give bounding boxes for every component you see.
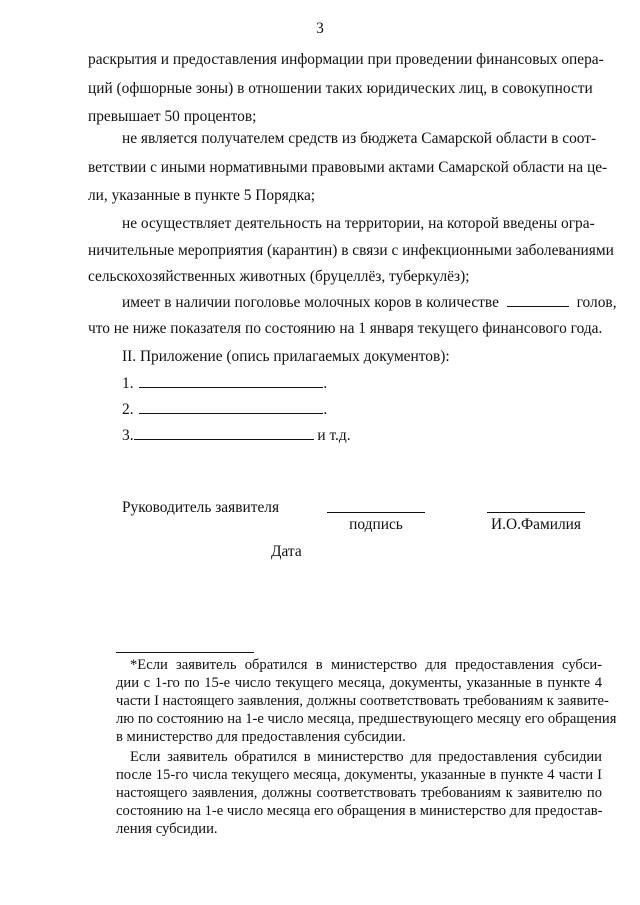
appendix-item-number: 2. — [122, 401, 134, 418]
body-line: сельскохозяйственных животных (бруцеллёз, туберкулёз); — [88, 268, 470, 285]
cows-text-after: голов, — [576, 294, 617, 311]
body-line: ветствии с иными нормативными правовыми актами Самарской области на це- — [88, 159, 608, 176]
appendix-item-number: 1. — [122, 375, 134, 392]
footnote-line: Если заявитель обратился в министерство для предоставления субсидии — [130, 749, 602, 765]
footnote-line: после 15-го числа текущего месяца, документы, указанные в пункте 4 части I — [116, 767, 602, 783]
footnote-line: лю по состоянию на 1-е число месяца, предшествующего месяцу его обращения — [116, 711, 617, 727]
body-line: раскрытия и предоставления информации при проведении финансовых опера- — [88, 51, 604, 68]
footnote-line: дии с 1-го по 15-е число текущего месяца, документы, указанные в пункте 4 — [116, 675, 602, 691]
cows-count-line — [122, 293, 617, 312]
footnote-line: ления субсидии. — [116, 821, 218, 837]
body-line: превышает 50 процентов; — [88, 108, 257, 125]
appendix-item-number: 3. — [122, 427, 134, 444]
appendix-item-suffix: . — [323, 375, 328, 392]
appendix-item-blank[interactable] — [134, 426, 314, 440]
body-line: не осуществляет деятельность на территории, на которой введены огра- — [122, 215, 595, 232]
footnote-line: в министерство для предоставления субсидии. — [116, 729, 406, 745]
body-line: что не ниже показателя по состоянию на 1 января текущего финансового года. — [88, 320, 603, 337]
appendix-title: II. Приложение (опись прилагаемых документов): — [122, 348, 450, 365]
body-line: ничительные мероприятия (карантин) в связи с инфекционными заболеваниями — [88, 242, 614, 259]
date-label: Дата — [271, 543, 302, 560]
footnote-line: части I настоящего заявления, должны соответствовать требованиям к заявите- — [116, 693, 609, 709]
signature-label: Руководитель заявителя — [122, 499, 280, 516]
body-line: не является получателем средств из бюджета Самарской области в соот- — [122, 130, 597, 147]
name-caption: И.О.Фамилия — [491, 516, 581, 533]
cows-text-before: имеет в наличии поголовье молочных коров в количестве — [122, 294, 499, 311]
appendix-item — [122, 426, 351, 445]
appendix-item — [122, 374, 327, 393]
appendix-item — [122, 400, 327, 419]
footnote-line: настоящего заявления, должны соответствовать требованиям к заявителю по — [116, 785, 602, 801]
cows-count-blank[interactable] — [507, 293, 569, 307]
footnote-separator — [116, 652, 254, 653]
body-line: ций (офшорные зоны) в отношении таких юридических лиц, в совокупности — [88, 80, 593, 97]
signature-caption: подпись — [349, 516, 403, 533]
appendix-item-suffix: и т.д. — [313, 427, 351, 444]
name-line[interactable] — [487, 512, 585, 513]
appendix-item-blank[interactable] — [139, 400, 323, 414]
page-number: 3 — [316, 20, 324, 37]
signature-line[interactable] — [327, 512, 425, 513]
footnote-line: состоянию на 1-е число месяца его обращения в министерство для предостав- — [116, 803, 603, 819]
body-line: ли, указанные в пункте 5 Порядка; — [88, 187, 316, 204]
appendix-item-suffix: . — [323, 401, 328, 418]
footnote-line: *Если заявитель обратился в министерство для предоставления субси- — [130, 657, 602, 673]
appendix-item-blank[interactable] — [139, 374, 323, 388]
